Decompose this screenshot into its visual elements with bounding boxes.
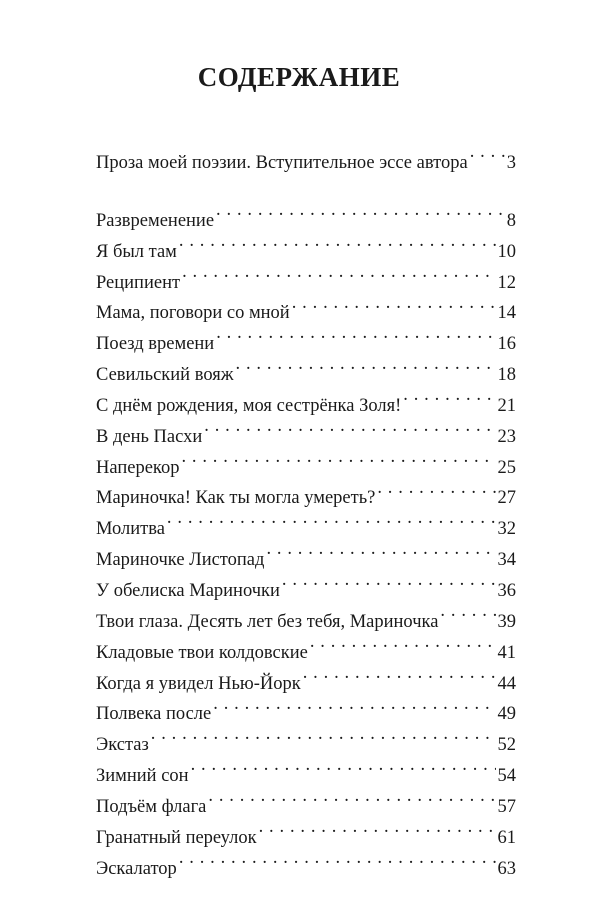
toc-leader [470,137,505,168]
toc-leader [191,750,496,781]
toc-entry [96,719,516,756]
toc-page-number: 32 [497,519,516,540]
toc-page-number: 14 [497,303,516,324]
toc-entry-title: Гранатный переулок [96,827,257,848]
toc-leader [303,658,496,689]
toc-page-number: 18 [497,365,516,386]
toc-intro [96,137,516,173]
toc-page-number: 10 [497,241,516,262]
toc-page-number: 8 [506,210,516,231]
toc-entry-title: Проза моей поэзии. Вступительное эссе автора [96,152,468,173]
toc-page-number: 12 [497,272,516,293]
toc-entry-title: Зимний сон [96,766,189,787]
toc-entry [96,195,516,231]
toc-page-number: 63 [497,858,516,879]
toc-page-number: 61 [497,827,516,848]
toc-leader [236,349,496,380]
toc-leader [208,781,495,812]
toc-leader [259,812,496,843]
toc-entry-title: Полвека после [96,704,212,725]
toc-page-number: 41 [497,642,516,663]
toc-entry-title: В день Пасхи [96,426,203,447]
toc-entry-title: Эскалатор [96,858,177,879]
toc-leader [181,442,495,473]
toc-leader [310,627,496,658]
toc-leader [182,257,495,288]
toc-entry-title: С днём рождения, моя сестрёнка Золя! [96,395,402,416]
toc-entry-title: Севильский вояж [96,365,234,386]
toc-page-number: 16 [497,334,516,355]
toc-leader [292,288,496,319]
toc-entry-title: Наперекор [96,457,180,478]
toc-entry-title: Экстаз [96,735,149,756]
toc-entry-title: Поезд времени [96,334,215,355]
toc-page-number: 36 [497,580,516,601]
page-title: СОДЕРЖАНИЕ [197,62,401,92]
toc-leader [179,843,496,874]
toc-entry-title: Молитва [96,519,165,540]
toc-page-number: 21 [497,395,516,416]
toc-leader [403,380,495,411]
toc-entry-title: Я был там [96,241,177,262]
toc-page-number: 23 [497,426,516,447]
toc-page-number: 34 [497,550,516,571]
toc-entry-title: Твои глаза. Десять лет без тебя, Мариночка [96,611,439,632]
toc-leader [377,473,495,504]
toc-entry-title: Реципиент [96,272,181,293]
toc-entry-title: Развременение [96,210,215,231]
toc-leader [179,226,496,257]
toc-leader [216,195,505,226]
toc-entry-title: У обелиска Мариночки [96,580,280,601]
toc-leader [282,565,496,596]
toc-entry [96,137,516,173]
toc-page-number: 27 [497,488,516,509]
toc-list [96,195,516,879]
toc-page-number: 52 [497,735,516,756]
toc-leader [213,689,495,720]
toc-leader [216,318,495,349]
toc-page-number: 3 [506,152,516,173]
toc-page-number: 44 [497,673,516,694]
toc-leader [266,534,495,565]
toc-page-number: 25 [497,457,516,478]
toc-entry-title: Мама, поговори со мной [96,303,290,324]
toc-entry-title: Мариночке Листопад [96,550,265,571]
toc-entry-title: Мариночка! Как ты могла умереть? [96,488,376,509]
toc-page-number: 39 [497,611,516,632]
toc-entry-title: Подъём флага [96,796,207,817]
toc-leader [151,719,496,750]
toc-entry [96,750,516,787]
toc-leader [440,596,495,627]
toc-page-number: 57 [497,796,516,817]
toc-entry-title: Когда я увидел Нью-Йорк [96,673,301,694]
toc-entry-title: Кладовые твои колдовские [96,642,308,663]
toc-leader [204,411,495,442]
toc-page-number: 54 [497,766,516,787]
toc-leader [167,503,496,534]
toc-page-number: 49 [497,704,516,725]
